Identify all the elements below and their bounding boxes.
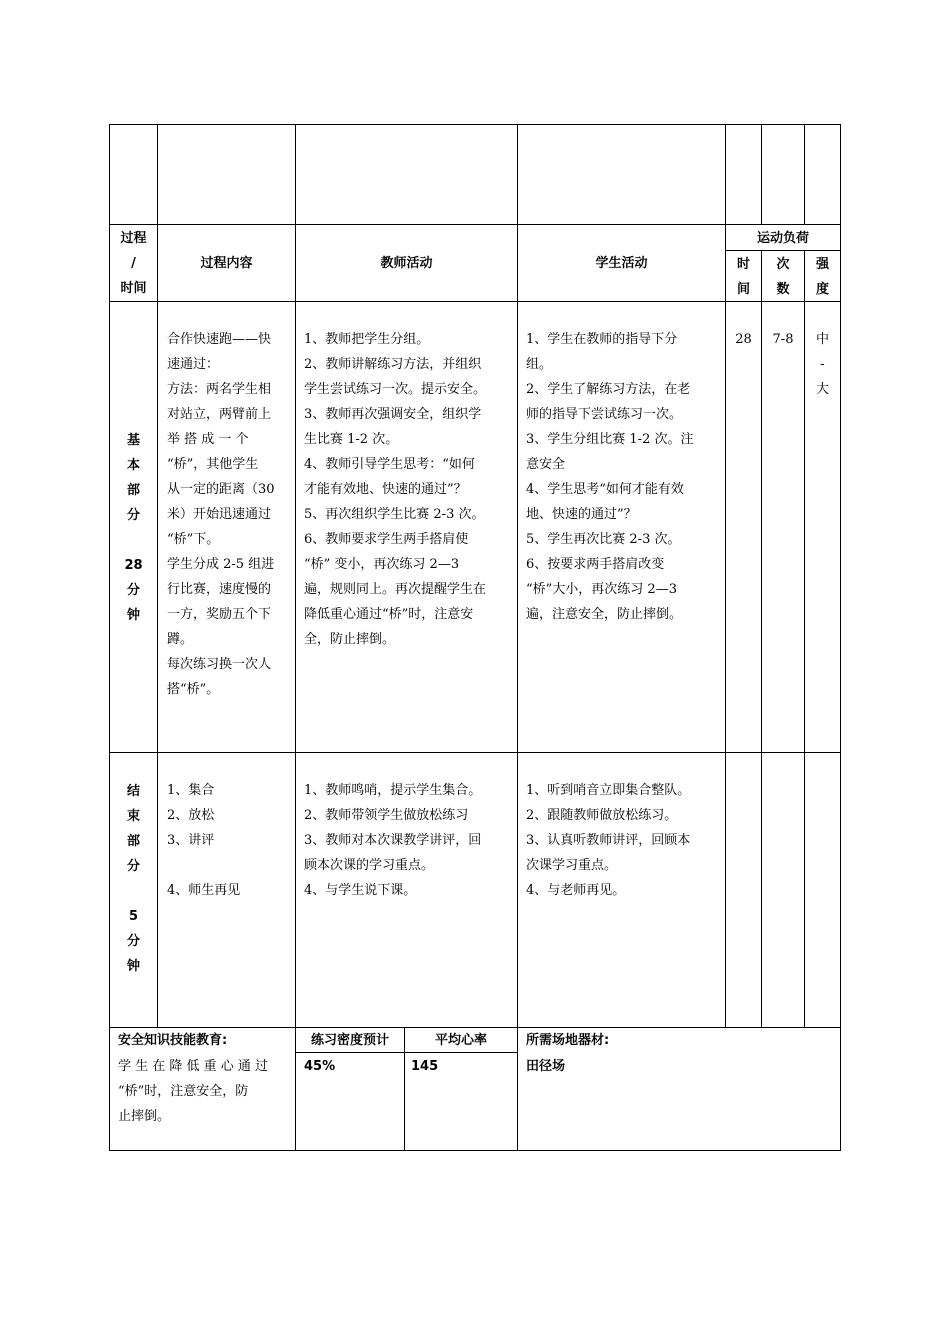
header-content: 过程内容	[200, 256, 253, 271]
header-teacher: 教师活动	[380, 256, 433, 271]
header-time: 时 间	[736, 257, 750, 297]
basic-content: 合作快速跑——快 速通过： 方法：两名学生相 对站立，两臂前上 举 搭 成 一 个 “桥”，其他学生 从一定的距离（30 米）开始迅速通过 “桥”下。 学生分成 2-5 组进 行比赛，速度慢的 一方，奖励五个下 蹲。 每次练习换一次人 搭“桥”。	[167, 332, 275, 697]
ending-part-label: 结 束 部 分 5 分 钟	[126, 784, 140, 974]
header-count: 次 数	[776, 257, 790, 297]
density-label: 练习密度预计	[310, 1033, 389, 1048]
col-divider-content	[295, 124, 296, 1151]
basic-teacher-activity: 1、教师把学生分组。 2、教师讲解练习方法，并组织 学生尝试练习一次。提示安全。 3、教师再次强调安全，组织学 生比赛 1-2 次。 4、教师引导学生思考：“如何 才能有效地、快速的通过”？ 5、再次组织学生比赛 2-3 次。 6、教师要求学生两手搭肩使 “桥” 变小，再次练习 2—3 遍，规则同上。再次提醒学生在 降低重心通过“桥”时，注意安 全，防止摔倒。	[304, 332, 487, 647]
safety-title: 安全知识技能教育:	[118, 1033, 228, 1048]
basic-part-label: 基 本 部 分 28 分 钟	[124, 433, 143, 623]
ending-content: 1、集合 2、放松 3、讲评 4、师生再见	[167, 783, 241, 898]
row-divider-header-top	[109, 224, 841, 225]
ending-teacher-activity: 1、教师鸣哨，提示学生集合。 2、教师带领学生做放松练习 3、教师对本次课教学讲评，回 顾本次课的学习重点。 4、与学生说下课。	[304, 783, 482, 898]
header-load: 运动负荷	[756, 231, 809, 246]
header-intensity: 强 度	[815, 257, 829, 297]
header-student: 学生活动	[595, 256, 648, 271]
header-process-time: 过程 / 时间	[120, 231, 147, 296]
ending-student-activity: 1、听到哨音立即集合整队。 2、跟随教师做放松练习。 3、认真听教师讲评，回顾本 次课学习重点。 4、与老师再见。	[526, 783, 691, 898]
table-border-bottom	[109, 1150, 841, 1151]
safety-text: 学 生 在 降 低 重 心 通 过 “桥”时，注意安全，防 止摔倒。	[118, 1059, 269, 1124]
density-value: 45%	[304, 1059, 336, 1074]
basic-intensity-value: 中 - 大	[815, 332, 829, 397]
basic-student-activity: 1、学生在教师的指导下分 组。 2、学生了解练习方法，在老 师的指导下尝试练习一次。 3、学生分组比赛 1-2 次。注 意安全 4、学生思考“如何才能有效 地、快速的通过”？ 5、学生再次比赛 2-3 次。 6、按要求两手搭肩改变 “桥”大小，再次练习 2—3 遍，注意安全，防止摔倒。	[526, 332, 694, 622]
table-border-right	[840, 124, 841, 1151]
basic-time-value: 28	[735, 332, 752, 347]
heart-rate-label: 平均心率	[434, 1033, 487, 1048]
heart-rate-value: 145	[411, 1059, 439, 1074]
basic-count-value: 7-8	[772, 332, 794, 347]
col-divider-time-top	[761, 124, 762, 225]
venue-value: 田径场	[526, 1059, 566, 1074]
col-divider-time	[761, 250, 762, 1028]
row-divider-ending-top	[109, 752, 841, 753]
venue-label: 所需场地器材:	[526, 1033, 610, 1048]
table-border-top	[109, 124, 841, 125]
col-divider-count-top	[804, 124, 805, 225]
col-divider-teacher	[517, 124, 518, 1151]
